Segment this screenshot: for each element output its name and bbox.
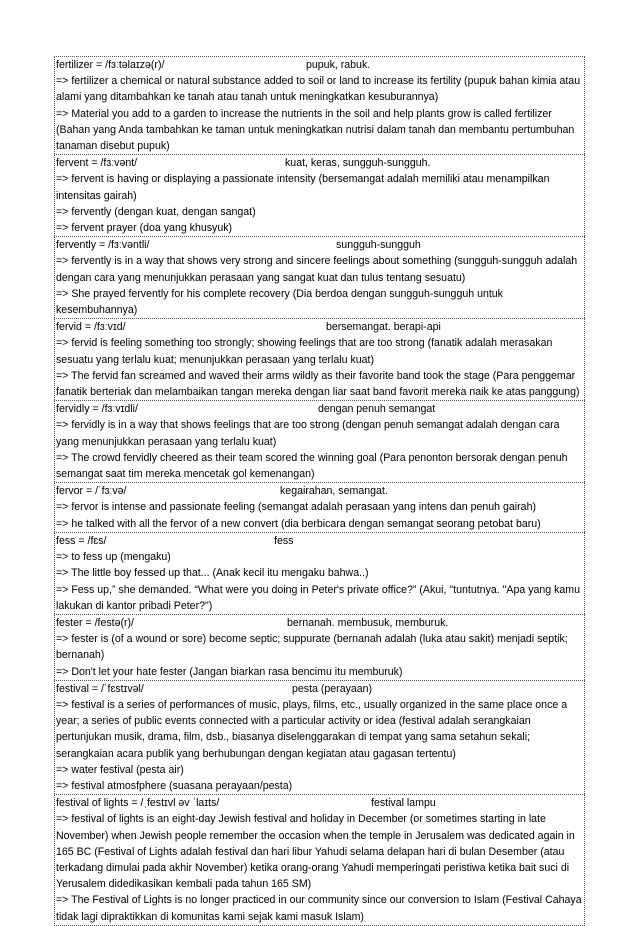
dictionary-entry — [54, 154, 585, 236]
dictionary-entry — [54, 532, 585, 614]
entry-term: fervently = /fɜːvəntli/ — [56, 239, 150, 252]
entry-headline — [56, 401, 583, 417]
entry-meaning: pupuk, rabuk. — [306, 59, 371, 71]
entry-line: => fervently (dengan kuat, dengan sangat) — [56, 205, 256, 218]
dictionary-entry — [54, 56, 585, 154]
entry-line: => fervently is in a way that shows very strong and sincere feelings about something (sungguh-sungguh adalah dengan cara yang menunjukkan perasaan yang sangat kuat dan tulus tentang sesuatu) — [56, 255, 578, 284]
entry-line: => to fess up (mengaku) — [56, 551, 171, 564]
entry-term: fervent = /fɜːvənt/ — [56, 157, 138, 170]
entry-headline — [56, 795, 583, 811]
entry-line: => fertilizer a chemical or natural substance added to soil or land to increase its fertility (pupuk bahan kimia atau alami yang ditambahkan ke tanah atau tanah untuk meningkatkan kesuburannya) — [56, 75, 581, 104]
entry-line: => fervent prayer (doa yang khusyuk) — [56, 222, 233, 235]
entry-line: => The crowd fervidly cheered as their team scored the winning goal (Para penonton bersorak dengan penuh semangat saat tim mereka mencetak gol kemenangan) — [56, 451, 568, 481]
entry-line: => Don't let your hate fester (Jangan biarkan rasa bencimu itu memburuk) — [56, 665, 403, 678]
entry-line: => The little boy fessed up that... (Anak kecil itu mengaku bahwa..) — [56, 567, 369, 580]
entry-headline — [56, 533, 583, 549]
entry-meaning: kuat, keras, sungguh-sungguh. — [285, 157, 431, 170]
entry-meaning: bersemangat. berapi-api — [326, 321, 441, 334]
entry-line: => festival is a series of performances of music, plays, films, etc., usually organized in the same place once a year; a series of public events connected with a particular activity or idea (festival adalah serangkaian pertunjukan musik, drama, film, dsb., biasanya diselenggarakan di tempat yang sama setahun sekali; serangkaian acara publik yang berhubungan dengan kegiatan atau gagasan tertentu) — [56, 698, 568, 760]
entry-term: fervidly = /fɜːvɪdli/ — [56, 403, 138, 416]
entry-term: festival of lights = /ˌfestɪvl əv ˈlaɪts/ — [56, 797, 220, 810]
entry-term: fertilizer = /fɜːtəlaɪzə(r)/ — [56, 59, 165, 71]
entry-line: => She prayed fervently for his complete recovery (Dia berdoa dengan sungguh-sungguh untuk kesembuhannya) — [56, 287, 503, 317]
entry-headline — [56, 615, 583, 631]
entry-headline — [56, 57, 583, 73]
entry-term: fess = /fɛs/ — [56, 534, 107, 547]
entry-headline — [56, 319, 583, 335]
dictionary-entry — [54, 318, 585, 400]
entry-meaning: pesta (perayaan) — [292, 682, 373, 695]
entry-line: => Material you add to a garden to increase the nutrients in the soil and help plants grow is called fertilizer (Bahan yang Anda tambahkan ke taman untuk meningkatkan nutrisi dalam tanah dan membantu pertumbuhan tanaman disebut pupuk) — [56, 107, 575, 153]
entry-line: => fervid is feeling something too strongly; showing feelings that are too strong (fanatik adalah merasakan sesuatu yang terlalu kuat; menunjukkan perasaan yang terlalu kuat) — [56, 337, 553, 366]
entry-line: => fervor is intense and passionate feeling (semangat adalah perasaan yang intens dan penuh gairah) — [56, 501, 536, 514]
entry-line: => fester is (of a wound or sore) become septic; suppurate (bernanah adalah (luka atau sakit) menjadi septik; bernanah) — [56, 633, 568, 662]
entry-line: => The fervid fan screamed and waved their arms wildly as their favorite band took the stage (Para penggemar fanatik berteriak dan melambaikan tangan mereka dengan liar saat band favorit mereka naik ke atas panggung) — [56, 369, 580, 399]
dictionary-entry — [54, 794, 585, 926]
entry-meaning: dengan penuh semangat — [318, 403, 436, 416]
entry-line: => The Festival of Lights is no longer practiced in our community since our conversion to Islam (Festival Cahaya tidak lagi dipraktikkan di komunitas kami sejak kami masuk Islam) — [56, 894, 582, 923]
entry-line: => fervidly is in a way that shows feelings that are too strong (dengan penuh semangat adalah dengan cara yang menunjukkan perasaan yang terlalu kuat) — [56, 419, 560, 448]
entry-meaning: sungguh-sungguh — [336, 239, 421, 252]
dictionary-entry — [54, 482, 585, 532]
entry-term: fervid = /fɜːvɪd/ — [56, 321, 126, 334]
dictionary-page — [54, 56, 585, 926]
dictionary-entry — [54, 680, 585, 794]
entry-meaning: festival lampu — [371, 797, 436, 810]
entry-term: fervor = /ˈfɜːvə/ — [56, 485, 127, 498]
entry-line: => water festival (pesta air) — [56, 763, 184, 776]
entry-meaning: fess — [274, 534, 294, 547]
dictionary-entry — [54, 236, 585, 318]
entry-line: => festival atmosfphere (suasana perayaan/pesta) — [56, 779, 293, 792]
entry-line: => fervent is having or displaying a passionate intensity (bersemangat adalah memiliki atau menampilkan intensitas gairah) — [56, 173, 550, 202]
entry-line: => festival of lights is an eight-day Jewish festival and holiday in December (or sometimes starting in late November) when Jewish people remember the occasion when the temple in Jerusalem was dedicated again in 165 BC (Festival of Lights adalah festival dan hari libur Yahudi selama delapan hari di bulan Desember (atau terkadang dimulai pada akhir November) ketika orang-orang Yahudi memperingati peristiwa ketika bait suci di Yerusalem didedikasikan kembali pada tahun 165 SM) — [56, 813, 575, 891]
entry-headline — [56, 155, 583, 171]
entry-term: festival = /ˈfɛstɪvəl/ — [56, 682, 144, 695]
entry-headline — [56, 237, 583, 253]
entry-meaning: kegairahan, semangat. — [280, 485, 388, 498]
entry-term: fester = /festə(r)/ — [56, 616, 135, 629]
entry-headline — [56, 483, 583, 499]
entry-headline — [56, 681, 583, 697]
dictionary-entry — [54, 400, 585, 482]
entry-meaning: bernanah. membusuk, memburuk. — [287, 616, 449, 629]
entry-line: => Fess up,” she demanded. “What were you doing in Peter's private office?” (Akui, "tuntutnya. "Apa yang kamu lakukan di kantor pribadi Peter?") — [56, 583, 581, 612]
entry-line: => he talked with all the fervor of a new convert (dia berbicara dengan semangat seorang petobat baru) — [56, 517, 541, 530]
dictionary-entry — [54, 614, 585, 680]
